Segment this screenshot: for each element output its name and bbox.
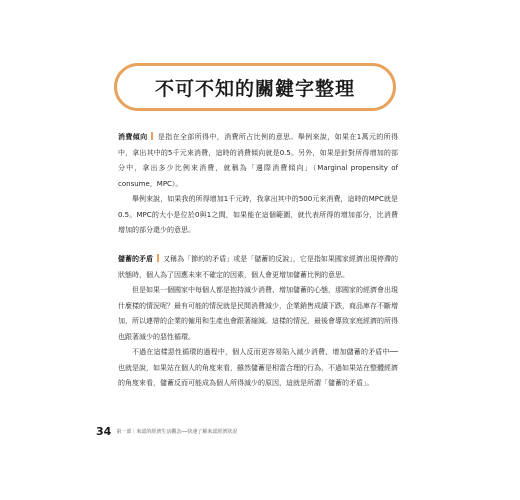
term-consumption-propensity: 消費傾向	[118, 133, 148, 141]
section1-paragraph-2: 舉例來說，如果我的所得增加1千元時，我拿出其中的500元來消費，這時的MPC就是0.5。MPC的大小是位於0與1之間，如果能在這個範圍，就代表所得的增加部分，比消費增加的部分還少的意思。	[118, 195, 398, 234]
section2-paragraph-1	[118, 252, 398, 283]
title-box	[114, 63, 396, 111]
running-footer-text: 第一部｜來認的經濟生活觀念──快速了解來認經濟狀況	[116, 428, 238, 435]
section-savings-paradox	[118, 252, 398, 392]
section1-text-1: 是指在全部所得中，消費所占比例的意思。舉例來說，如果在1萬元的所得中，拿出其中的5千元來消費，這時的消費傾向就是0.5。另外，如果是針對所得增加的部分中，拿出多少比例來消費，就稱為「邊際消費傾向」（Marginal propensity of consume，MPC）。	[118, 133, 399, 188]
page-title: 不可不知的關鍵字整理	[154, 77, 355, 100]
section2-paragraph-2: 但是如果一個國家中每個人都是抱持減少消費、增加儲蓄的心態，那國家的經濟會出現什麼樣的情況呢？最有可能的情況就是民間消費減少，企業銷售成績下跌，商品庫存不斷增加，所以連帶的企業的僱用和生產也會跟著縮減。這樣的情況，最後會導致家庭經濟的所得也跟著減少的惡性循環。	[118, 286, 398, 341]
term-divider-bar	[151, 132, 153, 140]
section-consumption-propensity	[118, 130, 398, 239]
term-divider-bar	[157, 254, 159, 262]
section2-paragraph-3: 不過在這樣惡性循環的過程中，個人反而更容易陷入減少消費、增加儲蓄的矛盾中──也就是說，如果站在個人的角度來看，雖然儲蓄是相當合理的行為，不過如果站在整體經濟的角度來看，儲蓄反而可能成為個人所得減少的原因，這就是所謂「儲蓄的矛盾」。	[118, 348, 398, 387]
page-footer	[96, 424, 396, 438]
term-savings-paradox: 儲蓄的矛盾	[118, 255, 154, 263]
page-number: 34	[96, 424, 112, 438]
section2-text-1: 又稱為「節約的矛盾」或是「儲蓄的反說」，它是指如果國家經濟出現停滯的狀態時，個人為了因應未來不確定的因素，個人會更增加儲蓄比例的意思。	[118, 255, 399, 279]
section1-paragraph-1	[118, 130, 398, 192]
